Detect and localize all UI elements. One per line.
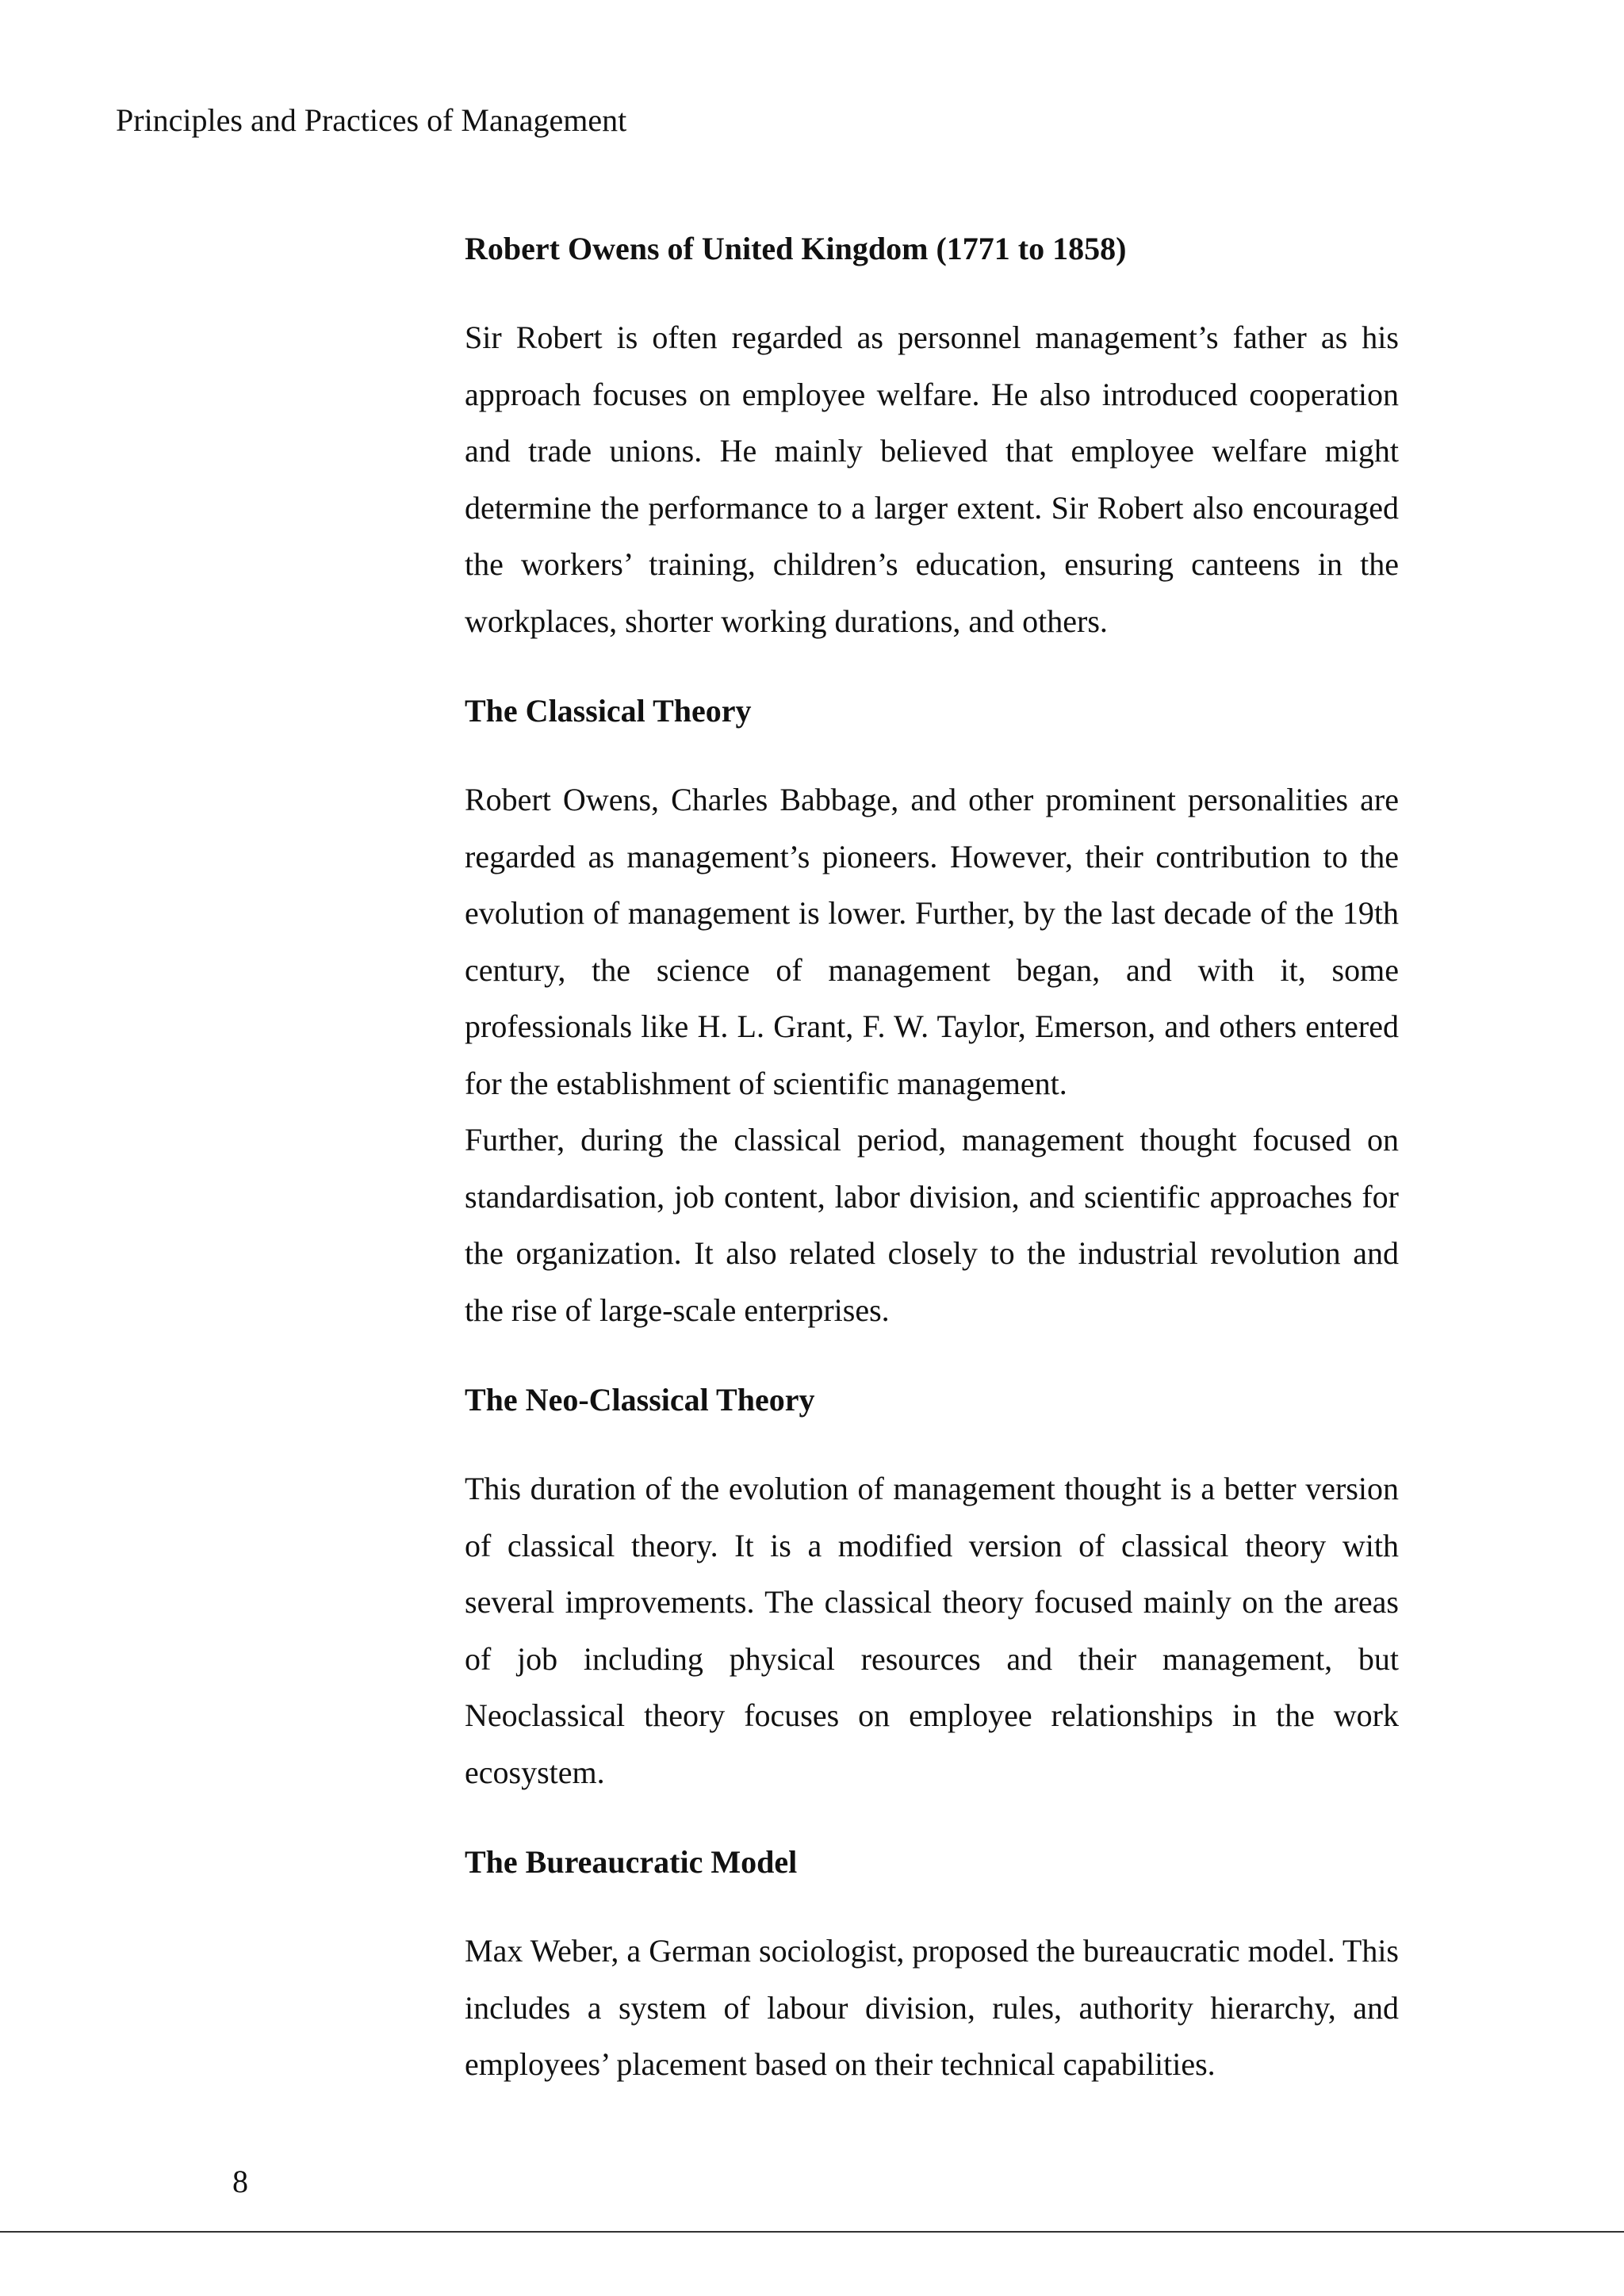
paragraph: Sir Robert is often regarded as personnel management’s father as his approach focuses on employee welfare. He also introduced cooperation and trade unions. He mainly believed that employee welfare might determine the performance to a larger extent. Sir Robert also encouraged the workers’ training, children’s education, ensuring canteens in the workplaces, shorter working durations, and others. — [465, 320, 1399, 639]
running-header-title: Principles and Practices of Management — [116, 102, 627, 138]
section-heading: Robert Owens of United Kingdom (1771 to 1858) — [465, 231, 1127, 266]
page-body — [465, 225, 1399, 2093]
section-heading: The Classical Theory — [465, 693, 752, 729]
paragraph: This duration of the evolution of management thought is a better version of classical theory. It is a modified version of classical theory with several improvements. The classical theory focused mainly on the areas of job including physical resources and their management, but Neoclassical theory focuses on employee relationships in the work ecosystem. — [465, 1471, 1399, 1790]
section-heading: The Neo-Classical Theory — [465, 1382, 815, 1418]
paragraph: Further, during the classical period, management thought focused on standardisation, job content, labor division, and scientific approaches for the organization. It also related closely to the industrial revolution and the rise of large-scale enterprises. — [465, 1122, 1399, 1328]
paragraph: Max Weber, a German sociologist, proposed the bureaucratic model. This includes a system of labour division, rules, authority hierarchy, and employees’ placement based on their technical capabilities. — [465, 1933, 1399, 2082]
section-heading: The Bureaucratic Model — [465, 1844, 798, 1880]
page-number: 8 — [232, 2164, 248, 2199]
footer-rule — [0, 2231, 1624, 2233]
section-bureaucratic-model — [465, 1839, 1399, 2093]
section-robert-owens — [465, 225, 1399, 649]
paragraph: Robert Owens, Charles Babbage, and other prominent personalities are regarded as management’s pioneers. However, their contribution to the evolution of management is lower. Further, by the last decade of the 19th century, the science of management began, and with it, some professionals like H. L. Grant, F. W. Taylor, Emerson, and others entered for the establishment of scientific management. — [465, 782, 1399, 1101]
section-classical-theory — [465, 687, 1399, 1338]
section-neo-classical-theory — [465, 1376, 1399, 1800]
